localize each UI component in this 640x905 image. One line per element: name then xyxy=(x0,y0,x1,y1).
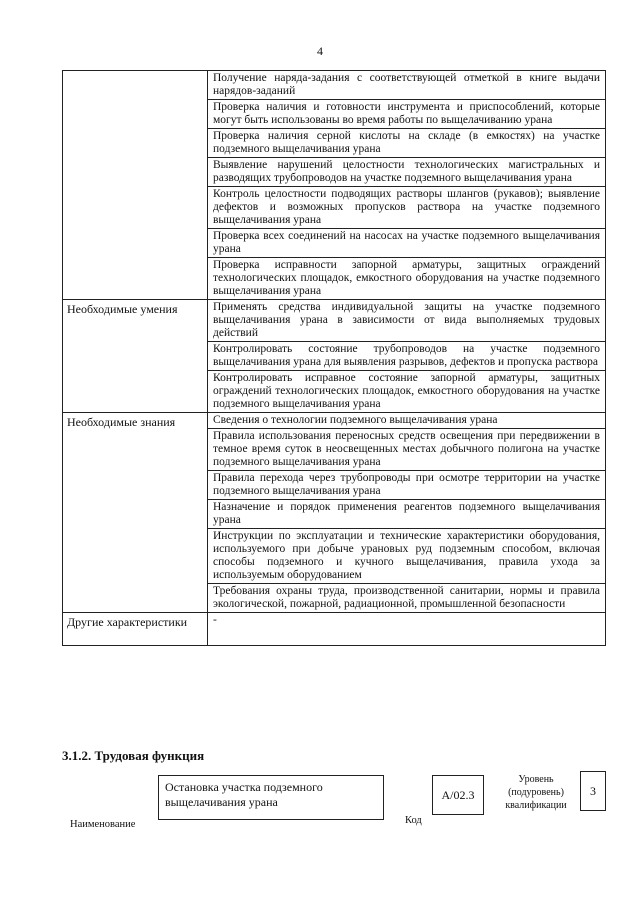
section-title: 3.1.2. Трудовая функция xyxy=(62,748,205,763)
labor-action-item: Проверка наличия серной кислоты на складе (в емкостях) на участке подземного выщелачивания урана xyxy=(208,129,606,158)
knowledge-category-cell: Необходимые знания xyxy=(63,413,208,613)
skill-category-cell: Необходимые умения xyxy=(63,300,208,413)
knowledge-item: Сведения о технологии подземного выщелачивания урана xyxy=(208,413,606,429)
labor-action-item: Проверка всех соединений на насосах на участке подземного выщелачивания урана xyxy=(208,229,606,258)
knowledge-item: Требования охраны труда, производственной санитарии, нормы и правила экологической, пожарной, радиационной, промышленной безопасности xyxy=(208,584,606,613)
function-code-box: А/02.3 xyxy=(432,775,484,815)
labor-action-item: Проверка наличия и готовности инструмента и приспособлений, которые могут быть использованы во время работы по выщелачиванию урана xyxy=(208,100,606,129)
table-row xyxy=(63,71,606,100)
name-label: Наименование xyxy=(70,819,136,830)
labor-action-category-cell xyxy=(63,71,208,300)
skill-item: Контролировать исправное состояние запорной арматуры, защитных ограждений технологических площадок, емкостного оборудования на участке подземного выщелачивания урана xyxy=(208,371,606,413)
knowledge-item: Правила использования переносных средств освещения при передвижении в темное время суток в неосвещенных местах добычного полигона на участке подземного выщелачивания урана xyxy=(208,429,606,471)
table-row xyxy=(63,613,606,646)
labor-action-item: Проверка исправности запорной арматуры, защитных ограждений технологических площадок, емкостного оборудования на участке подземного выщелачивания урана xyxy=(208,258,606,300)
other-category-cell: Другие характеристики xyxy=(63,613,208,646)
table-row xyxy=(63,300,606,342)
labor-action-item: Контроль целостности подводящих растворы шлангов (рукавов); выявление дефектов и возможных пропусков раствора на участке подземного выщелачивания урана xyxy=(208,187,606,229)
function-name-box: Остановка участка подземного выщелачивания урана xyxy=(158,775,384,820)
page-number: 4 xyxy=(317,44,323,58)
skill-item: Применять средства индивидуальной защиты на участке подземного выщелачивания урана в зависимости от вида выполняемых трудовых действий xyxy=(208,300,606,342)
table-row xyxy=(63,413,606,429)
other-item: - xyxy=(208,613,606,646)
qualification-level-box: 3 xyxy=(580,771,606,811)
knowledge-item: Назначение и порядок применения реагентов подземного выщелачивания урана xyxy=(208,500,606,529)
labor-action-item: Выявление нарушений целостности технологических магистральных и разводящих трубопроводов на участке подземного выщелачивания урана xyxy=(208,158,606,187)
labor-action-item: Получение наряда-задания с соответствующей отметкой в книге выдачи нарядов-заданий xyxy=(208,71,606,100)
knowledge-item: Инструкции по эксплуатации и технические характеристики оборудования, используемого при добыче урановых руд подземным способом, включая способы подземного и кучного выщелачивания, правила ухода за используемым оборудованием xyxy=(208,529,606,584)
skill-item: Контролировать состояние трубопроводов на участке подземного выщелачивания урана для выявления разрывов, дефектов и пропуска раствора xyxy=(208,342,606,371)
code-label: Код xyxy=(405,815,422,826)
knowledge-item: Правила перехода через трубопроводы при осмотре территории на участке подземного выщелачивания урана xyxy=(208,471,606,500)
qualification-level-label: Уровень (подуровень) квалификации xyxy=(505,774,567,811)
requirements-table xyxy=(62,70,606,646)
